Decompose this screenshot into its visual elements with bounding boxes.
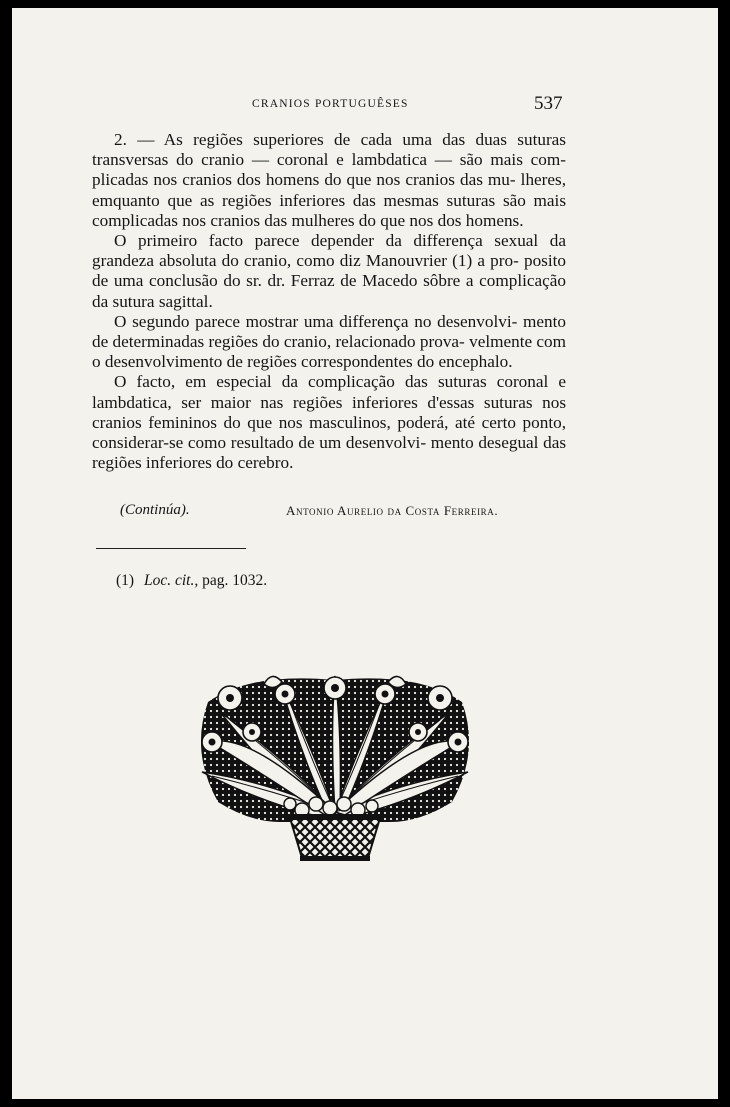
- author-name: Antonio Aurelio da Costa Ferreira.: [286, 503, 499, 518]
- footnote: [116, 572, 267, 590]
- text-line: e lambdatica, ser maior nas regiões inferiores d'essas suturas: [92, 372, 566, 412]
- text-line: a complicação da sutura sagittal.: [92, 271, 566, 311]
- footnote-rule: [96, 548, 246, 549]
- text-line: posito de uma conclusão do sr. dr. Ferraz de Macedo sôbre: [92, 251, 567, 291]
- continued-note: (Continúa).: [120, 502, 190, 518]
- footnote-marker: (1): [116, 572, 135, 589]
- text-line: mento de determinadas regiões do cranio, relacionado prova-: [92, 311, 567, 352]
- text-line: transversas do cranio — coronal e lambdatica — são mais com-: [92, 150, 566, 170]
- flower-basket-vignette-icon: [190, 672, 480, 864]
- text-line: lheres, emquanto que as regiões inferiores das mesmas suturas: [92, 170, 567, 210]
- text-line: O primeiro facto parece depender da differença sexual da: [114, 231, 566, 251]
- paragraph-first-fact: [92, 231, 566, 312]
- text-line: mento desegual das regiões inferiores do cerebro.: [92, 433, 567, 473]
- text-line: dos homens.: [437, 210, 524, 230]
- running-head: [12, 93, 718, 118]
- signature-line: [120, 502, 560, 522]
- text-line: velmente com o desenvolvimento de regiões correspondentes: [92, 332, 567, 372]
- paragraph-second-fact: [92, 312, 566, 373]
- paragraph-conclusion: [92, 372, 566, 473]
- book-page: [12, 8, 718, 1099]
- body-text: [92, 130, 566, 473]
- text-line: O segundo parece mostrar uma differença no desenvolvi-: [114, 311, 518, 331]
- page-number: 537: [534, 93, 563, 114]
- text-line: nos cranios femininos do que nos masculinos, poderá, até: [92, 392, 567, 432]
- running-title: CRANIOS PORTUGUÊSES: [252, 98, 409, 110]
- text-line: do encephalo.: [417, 352, 513, 372]
- paragraph-point-2: [92, 130, 566, 231]
- text-line: 2. — As regiões superiores de cada uma das duas suturas: [114, 130, 566, 149]
- text-line: grandeza absoluta do cranio, como diz Manouvrier (1) a pro-: [92, 251, 519, 271]
- text-line: O facto, em especial da complicação das suturas coronal: [114, 372, 549, 392]
- text-line: plicadas nos cranios dos homens do que nos cranios das mu-: [92, 170, 516, 190]
- text-line: certo ponto, considerar-se como resultado de um desenvolvi-: [92, 412, 566, 453]
- footnote-citation: Loc. cit.,: [143, 572, 199, 589]
- footnote-page: pag. 1032.: [202, 572, 268, 589]
- text-line: são mais complicadas nos cranios das mulheres do que nos: [92, 190, 567, 230]
